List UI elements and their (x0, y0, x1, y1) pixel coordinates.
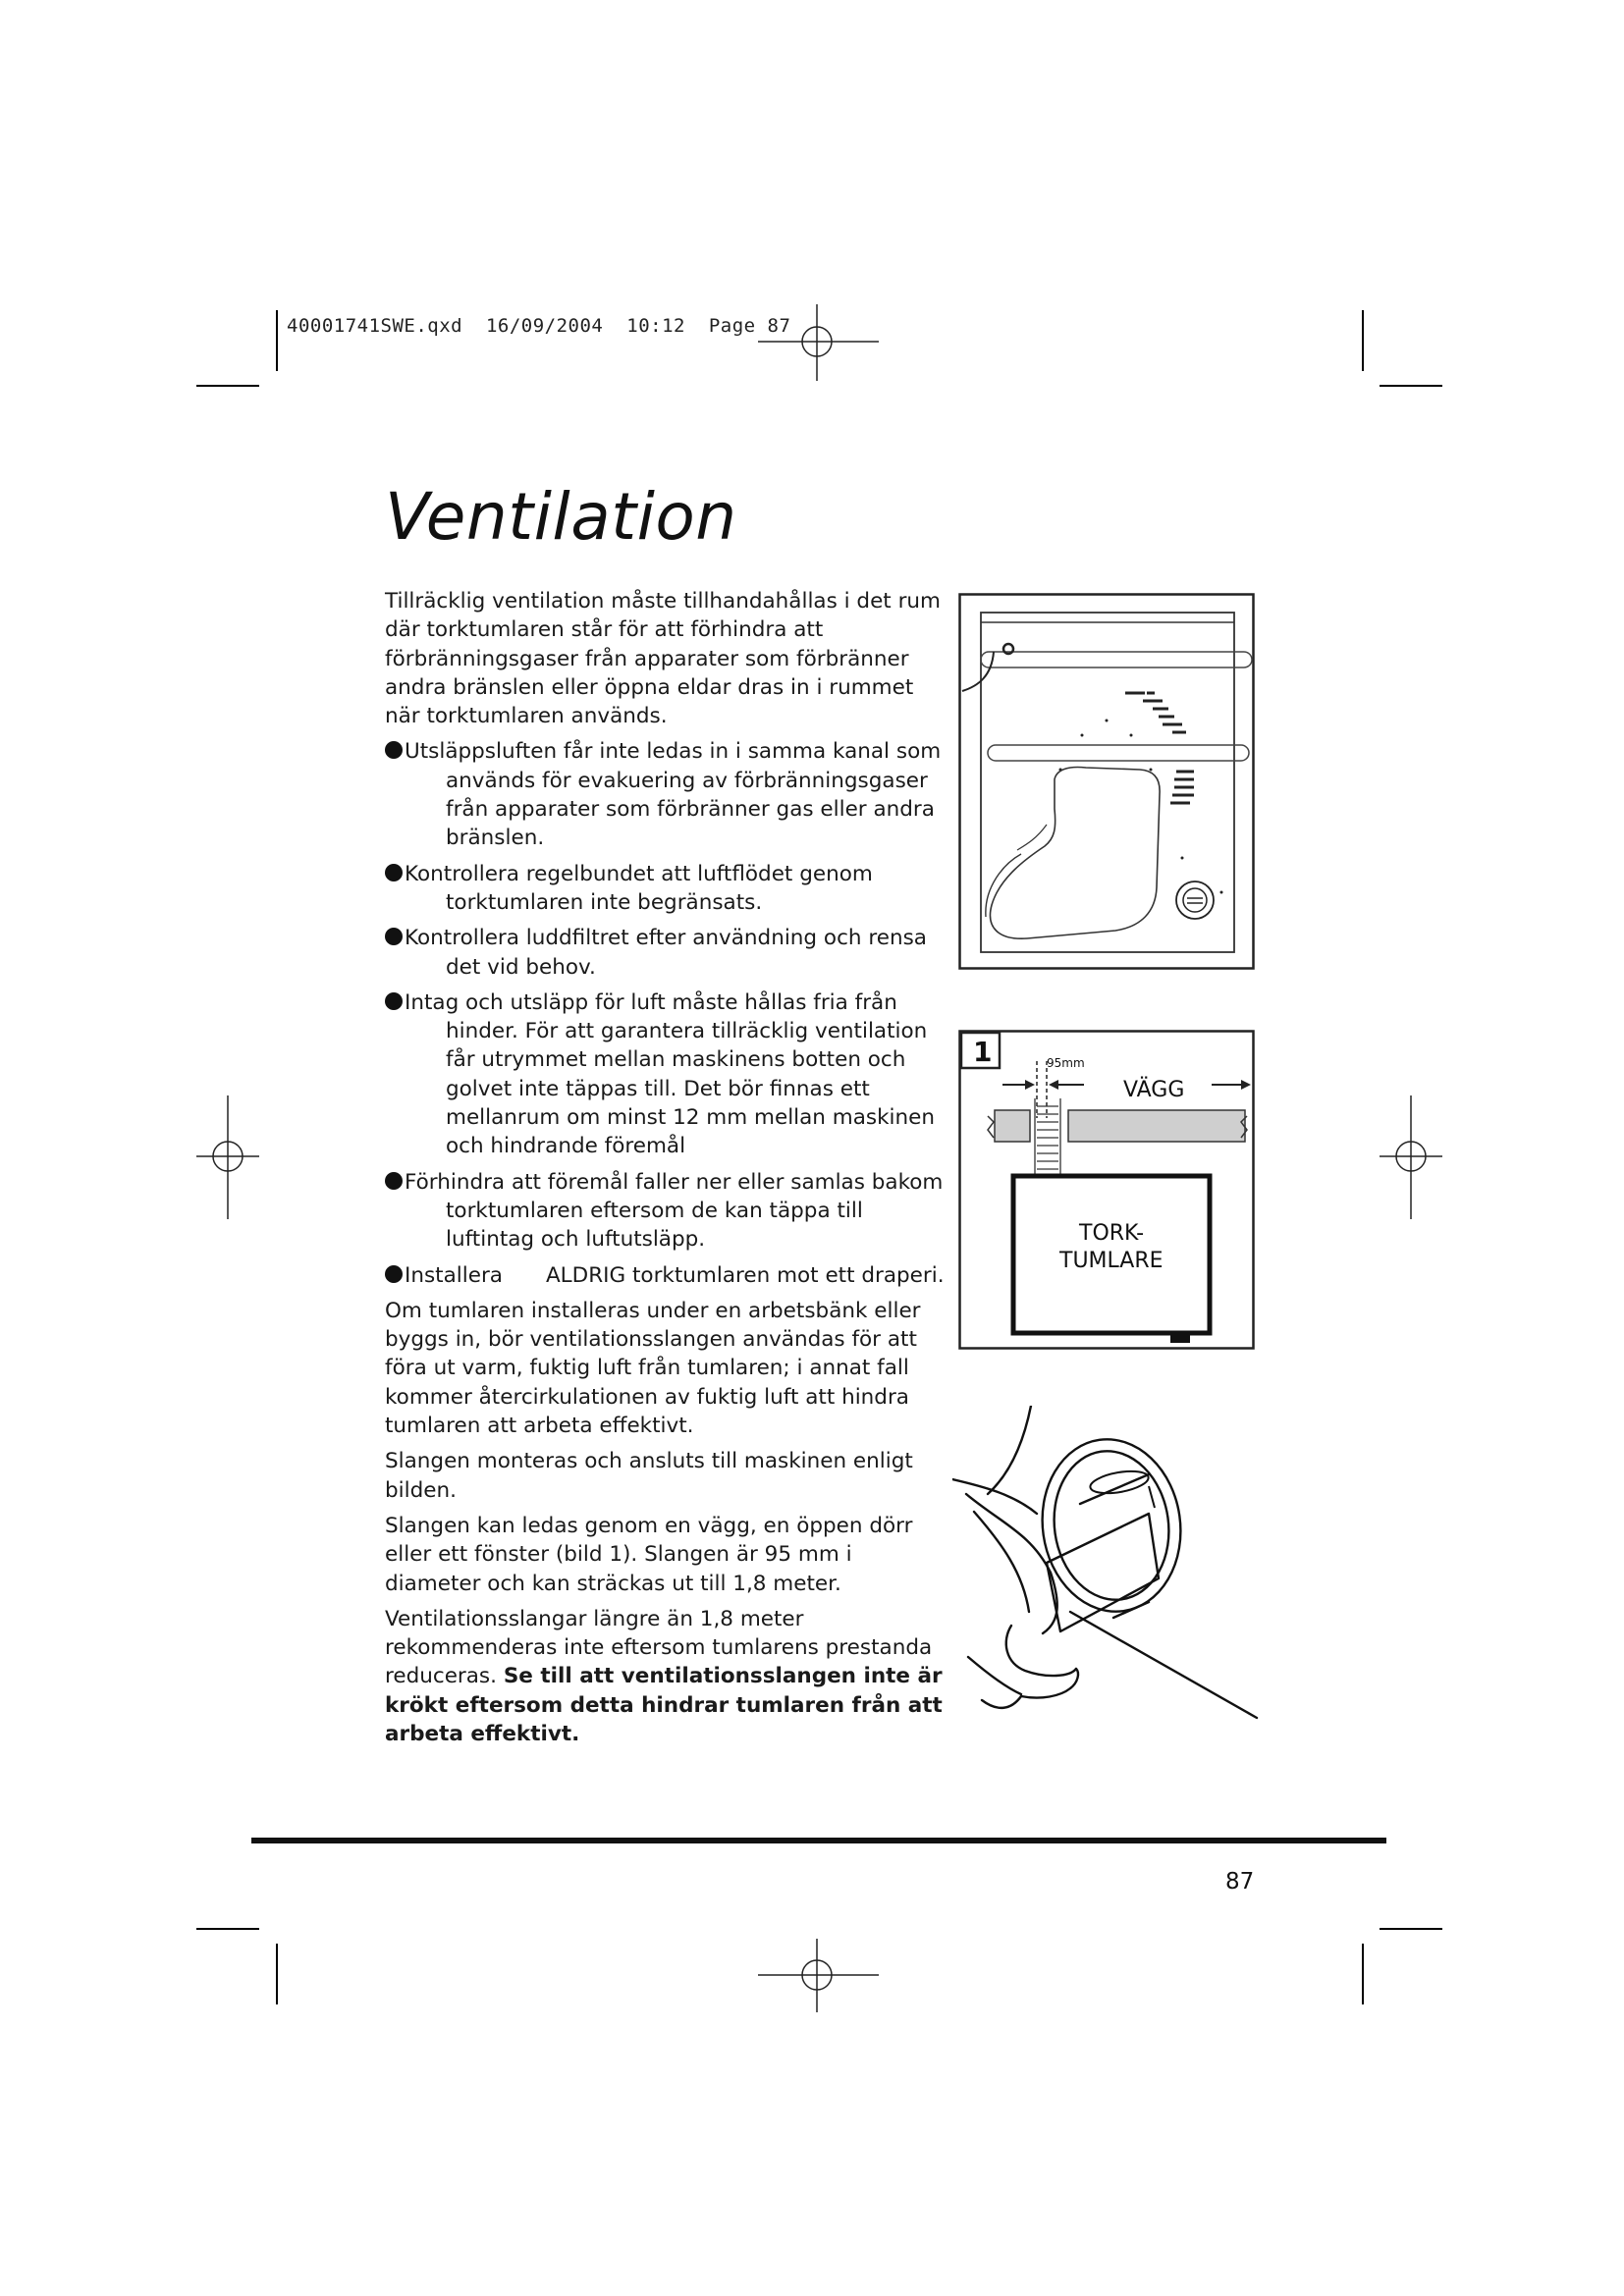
list-item: Kontrollera luddfiltret efter användning och rensa det vid behov. (385, 924, 945, 982)
bullet-icon (385, 1265, 403, 1283)
bullet-icon (385, 928, 403, 945)
body-text (385, 587, 945, 1755)
hose-diameter: 95mm (1047, 1056, 1085, 1070)
list-item: Intag och utsläpp för luft måste hållas fria från hinder. För att garantera tillräcklig ventilation får utrymmet mellan maskinens botten och golvet inte täppas till. Det bör finnas ett mellanrum om minst 12 mm mellan maskinen och hindrande föremål (385, 988, 945, 1161)
page-title: Ventilation (385, 479, 737, 555)
slug-page: Page 87 (708, 315, 791, 337)
hose-fitting-illustration (952, 1406, 1263, 1732)
bullet-icon (385, 1172, 403, 1190)
page-number: 87 (1225, 1869, 1255, 1895)
paragraph: Om tumlaren installeras under en arbetsbänk eller byggs in, bör ventilationsslangen användas för att föra ut varm, fuktig luft från tumlaren; i annat fall kommer återcirkulationen av fuktig luft att hindra tumlaren att arbeta effektivt. (385, 1298, 921, 1439)
list-item: Installera ALDRIG torktumlaren mot ett draperi. (385, 1261, 945, 1290)
dryer-label-line1: TORK- (1079, 1221, 1145, 1246)
dryer-label-line2: TUMLARE (1059, 1249, 1164, 1273)
installation-diagram (958, 1030, 1255, 1350)
paragraph: Slangen kan ledas genom en vägg, en öppen dörr eller ett fönster (bild 1). Slangen är 95 mm i diameter och kan sträckas ut till 1,8 meter. (385, 1513, 913, 1596)
slug-date: 16/09/2004 (485, 315, 604, 337)
slug-time: 10:12 (626, 315, 685, 337)
list-item: Förhindra att föremål faller ner eller samlas bakom torktumlaren eftersom de kan täppa till luftintag och luftutsläpp. (385, 1168, 945, 1255)
bullet-list (385, 737, 945, 1289)
bullet-icon (385, 992, 403, 1010)
emphasis-aldrig: ALDRIG (545, 1262, 626, 1288)
slug-file: 40001741SWE.qxd (287, 315, 463, 337)
intro-paragraph: Tillräcklig ventilation måste tillhandahållas i det rum där torktumlaren står för att förhindra att förbränningsgaser från apparater som förbränner andra bränslen eller öppna eldar dras in i rummet när torktumlaren används. (385, 589, 941, 729)
wall-label: VÄGG (1123, 1078, 1185, 1102)
paragraph: Slangen monteras och ansluts till maskinen enligt bilden. (385, 1449, 913, 1503)
list-item: Kontrollera regelbundet att luftflödet genom torktumlaren inte begränsats. (385, 860, 945, 918)
print-slug (287, 315, 790, 337)
warning-text: Se till att ventilationsslangen inte är krökt eftersom detta hindrar tumlaren från att arbeta effektivt. (385, 1664, 943, 1746)
list-item: Utsläppsluften får inte ledas in i samma kanal som används för evakuering av förbränningsgaser från apparater som förbränner gas eller andra bränslen. (385, 737, 945, 852)
final-paragraph: Ventilationsslangar längre än 1,8 meter rekommenderas inte eftersom tumlarens prestanda reduceras. Se till att ventilationsslangen inte är krökt eftersom detta hindrar tumlaren från att arbeta effektivt. (385, 1606, 943, 1746)
bullet-icon (385, 741, 403, 759)
figure-number: 1 (973, 1036, 993, 1068)
dryer-illustration (958, 593, 1255, 970)
bullet-icon (385, 864, 403, 881)
footer-rule (251, 1838, 1386, 1843)
